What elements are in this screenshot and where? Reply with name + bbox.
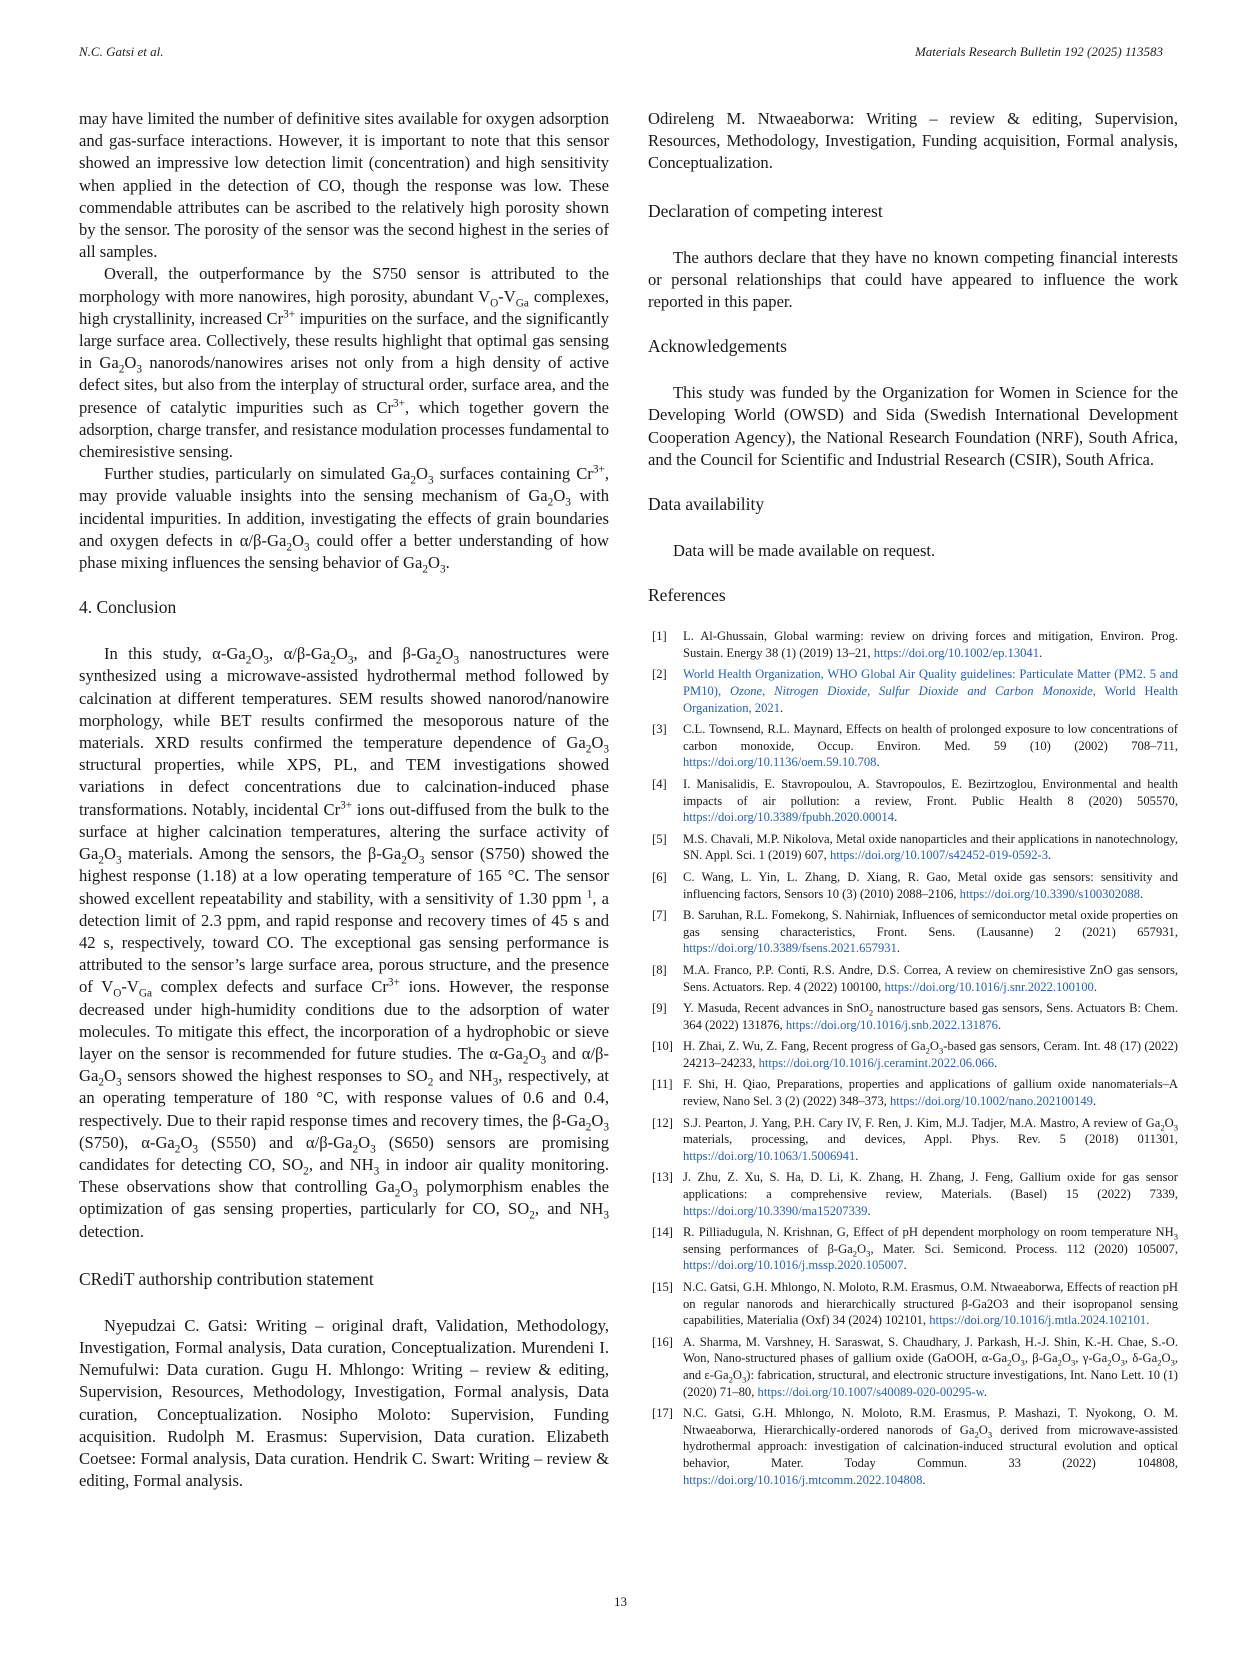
reference-text: N.C. Gatsi, G.H. Mhlongo, N. Moloto, R.M. Erasmus, P. Mashazi, T. Nyokong, O. M. Ntwaeaborwa, Hierarchically-ordered nanorods of $Ga_2O_3$ derived from microwave-assisted hydrothermal approach: investigation of calcination-induced structural evolution and optical behavior, Mater. Today Commun. 33 (2022) 104808, https://doi.org/10.1016/j.mtcomm.2022.104808. — [683, 1406, 1178, 1487]
reference-item — [648, 962, 1178, 995]
running-header-journal: Materials Research Bulletin 192 (2025) 113583 — [914, 44, 1163, 59]
reference-item — [648, 1279, 1178, 1329]
reference-text: N.C. Gatsi, G.H. Mhlongo, N. Moloto, R.M. Erasmus, O.M. Ntwaeaborwa, Effects of reaction pH on regular nanorods and hierarchically structured β-Ga2O3 and their isopropanol sensing capabilities, Materialia (Oxf) 34 (2024) 102101, https://doi.org/10.1016/j.mtla.2024.102101. — [683, 1280, 1178, 1328]
reference-link[interactable]: https://doi.org/10.3389/fpubh.2020.00014 — [683, 810, 895, 825]
reference-number: [11] — [652, 1077, 673, 1092]
reference-number: [2] — [652, 667, 667, 682]
reference-item — [648, 1076, 1178, 1109]
reference-number: [7] — [652, 908, 667, 923]
reference-link[interactable]: https://doi.org/10.1016/j.snr.2022.100100 — [884, 979, 1094, 994]
reference-number: [6] — [652, 869, 667, 884]
data-availability-paragraph: Data will be made available on request. — [673, 541, 936, 561]
reference-item — [648, 1334, 1178, 1400]
reference-item — [648, 1169, 1178, 1219]
left-column — [79, 108, 609, 1492]
reference-number: [10] — [652, 1039, 673, 1054]
reference-link[interactable]: https://doi.org/10.1016/j.mtla.2024.102101 — [929, 1313, 1147, 1328]
section-heading-conclusion: 4. Conclusion — [79, 597, 177, 618]
reference-link[interactable]: https://doi.org/10.1016/j.mtcomm.2022.104808 — [683, 1472, 923, 1487]
reference-link[interactable]: https://doi.org/10.1007/s40089-020-00295-w — [757, 1384, 984, 1399]
credit-paragraph-continued: Odireleng M. Ntwaeaborwa: Writing – review & editing, Supervision, Resources, Methodology, Investigation, Funding acquisition, Formal analysis, Conceptualization. — [648, 109, 1178, 173]
reference-number: [5] — [652, 831, 667, 846]
reference-item — [648, 628, 1178, 661]
reference-text: Y. Masuda, Recent advances in SnO$_2$ nanostructure based gas sensors, Sens. Actuators B: Chem. 364 (2022) 131876, https://doi.org/10.1016/j.snb.2022.131876. — [683, 1001, 1178, 1032]
reference-text: B. Saruhan, R.L. Fomekong, S. Nahirniak, Influences of semiconductor metal oxide properties on gas sensing characteristics, Front. Sens. (Lausanne) 2 (2021) 657931, https://doi.org/10.3389/fsens.2021.657931. — [683, 908, 1178, 956]
reference-link[interactable]: World Health Organization, WHO Global Air Quality guidelines: Particulate Matter (PM2. 5 and PM10), Ozone, Nitrogen Dioxide, Sulfur Dioxide and Carbon Monoxide, World Health Organization, 2021 — [683, 667, 1178, 715]
reference-text: J. Zhu, Z. Xu, S. Ha, D. Li, K. Zhang, H. Zhang, J. Feng, Gallium oxide for gas sensor applications: a comprehensive review, Materials. (Basel) 15 (2022) 7339, https://doi.org/10.3390/ma15207339. — [683, 1170, 1178, 1218]
reference-item — [648, 666, 1178, 716]
reference-text: M.S. Chavali, M.P. Nikolova, Metal oxide nanoparticles and their applications in nanotechnology, SN. Appl. Sci. 1 (2019) 607, https://doi.org/10.1007/s42452-019-0592-3. — [683, 831, 1178, 863]
reference-number: [4] — [652, 776, 667, 791]
paragraph: may have limited the number of definitive sites available for oxygen adsorption and gas-surface interactions. However, it is important to note that this sensor showed an impressive low detection limit (concentration) and high sensitivity when applied in the detection of CO, though the response was low. These commendable attributes can be ascribed to the relatively high porosity shown by the sensor. The porosity of the sensor was the second highest in the series of all samples. — [79, 109, 609, 262]
acknowledgements-paragraph: This study was funded by the Organization for Women in Science for the Developing World (OWSD) and Sida (Swedish International Development Cooperation Agency), the National Research Foundation (NRF), South Africa, and the Council for Scientific and Industrial Research (CSIR), South Africa. — [648, 383, 1178, 469]
reference-number: [1] — [652, 629, 667, 644]
reference-item — [648, 1038, 1178, 1071]
reference-item — [648, 1000, 1178, 1033]
reference-item — [648, 907, 1178, 957]
reference-item — [648, 1405, 1178, 1488]
paragraph: Further studies, particularly on simulated $Ga_2O_3$ surfaces containing $Cr^{3+}$, may provide valuable insights into the sensing mechanism of $Ga_2O_3$ with incidental impurities. In addition, investigating the effects of grain boundaries and oxygen defects in $\alpha/\beta-Ga_2O_3$ could offer a better understanding of how phase mixing influences the sensing behavior of $Ga_2O_3$. — [79, 463, 609, 576]
reference-link[interactable]: https://doi.org/10.3390/ma15207339 — [683, 1203, 868, 1218]
running-header-authors: N.C. Gatsi et al. — [79, 44, 164, 59]
section-heading-references: References — [648, 585, 726, 606]
paragraph: Overall, the outperformance by the S750 sensor is attributed to the morphology with more nanowires, high porosity, abundant $V_O-V_{Ga}$ complexes, high crystallinity, increased $Cr^{3+}$ impurities on the surface, and the significantly large surface area. Collectively, these results highlight that optimal gas sensing in $Ga_2O_3$ nanorods/nanowires arises not only from a high density of active defect sites, but also from the interplay of structural order, surface area, and the presence of catalytic impurities such as $Cr^{3+}$, which together govern the adsorption, charge transfer, and resistance modulation processes fundamental to chemiresistive sensing. — [79, 264, 610, 462]
reference-text: R. Pilliadugula, N. Krishnan, G, Effect of pH dependent morphology on room temperature $NH_3$ sensing performances of $\beta-Ga_2O_3$, Mater. Sci. Semicond. Process. 112 (2020) 105007, https://doi.org/10.1016/j.mssp.2020.105007. — [683, 1225, 1178, 1273]
reference-text: F. Shi, H. Qiao, Preparations, properties and applications of gallium oxide nanomaterials–A review, Nano Sel. 3 (2) (2022) 348–373, https://doi.org/10.1002/nano.202100149. — [683, 1077, 1178, 1109]
reference-number: [13] — [652, 1170, 673, 1185]
reference-link[interactable]: https://doi.org/10.1007/s42452-019-0592-3 — [829, 848, 1048, 863]
reference-item — [648, 721, 1178, 771]
competing-interest-paragraph: The authors declare that they have no known competing financial interests or personal relationships that could have appeared to influence the work reported in this paper. — [648, 247, 1178, 312]
credit-paragraph: Nyepudzai C. Gatsi: Writing – original draft, Validation, Methodology, Investigation, Formal analysis, Data curation, Conceptualization. Murendeni I. Nemufulwi: Data curation. Gugu H. Mhlongo: Writing – review & editing, Supervision, Resources, Methodology, Investigation, Formal analysis, Data curation, Conceptualization. Nosipho Moloto: Supervision, Funding acquisition. Rudolph M. Erasmus: Supervision, Data curation. Elizabeth Coetsee: Formal analysis, Data curation. Hendrik C. Swart: Writing – review & editing, Formal analysis. — [79, 1315, 609, 1491]
reference-link[interactable]: https://doi.org/10.3390/s100302088 — [959, 886, 1140, 901]
reference-text: I. Manisalidis, E. Stavropoulou, A. Stavropoulos, E. Bezirtzoglou, Environmental and health impacts of air pollution: a review, Front. Public Health 8 (2020) 505570, https://doi.org/10.3389/fpubh.2020.00014. — [683, 776, 1178, 825]
reference-item — [648, 776, 1178, 826]
section-heading-acknowledgements: Acknowledgements — [648, 336, 787, 357]
right-column — [648, 108, 1178, 1493]
reference-text: H. Zhai, Z. Wu, Z. Fang, Recent progress of $Ga_2O_3$-based gas sensors, Ceram. Int. 48 (17) (2022) 24213–24233, https://doi.org/10.1016/j.ceramint.2022.06.066. — [683, 1039, 1178, 1070]
reference-number: [9] — [652, 1001, 667, 1016]
reference-number: [15] — [652, 1280, 673, 1295]
reference-item — [648, 869, 1178, 902]
section-heading-data-availability: Data availability — [648, 494, 765, 515]
section-heading-competing-interest: Declaration of competing interest — [648, 200, 883, 221]
reference-text: C.L. Townsend, R.L. Maynard, Effects on health of prolonged exposure to low concentrations of carbon monoxide, Occup. Environ. Med. 59 (10) (2002) 708–711, https://doi.org/10.1136/oem.59.10.708. — [683, 722, 1178, 770]
reference-number: [3] — [652, 722, 667, 737]
reference-link[interactable]: https://doi.org/10.1063/1.5006941 — [683, 1148, 856, 1163]
page-number: 13 — [614, 1594, 627, 1609]
section-heading-credit: CRediT authorship contribution statement — [79, 1268, 374, 1289]
reference-number: [8] — [652, 962, 667, 977]
reference-text: World Health Organization, WHO Global Air Quality guidelines: Particulate Matter (PM2. 5 and PM10), Ozone, Nitrogen Dioxide, Sulfur Dioxide and Carbon Monoxide, World Health Organization, 2021. — [683, 667, 1178, 715]
reference-link[interactable]: https://doi.org/10.1016/j.ceramint.2022.06.066 — [758, 1055, 995, 1070]
reference-number: [16] — [652, 1334, 673, 1349]
reference-text: L. Al-Ghussain, Global warming: review on driving forces and mitigation, Environ. Prog. Sustain. Energy 38 (1) (2019) 13–21, https://doi.org/10.1002/ep.13041. — [683, 629, 1178, 660]
reference-text: A. Sharma, M. Varshney, H. Saraswat, S. Chaudhary, J. Parkash, H.-J. Shin, K.-H. Chae, S.-O. Won, Nano-structured phases of gallium oxide (GaOOH, $\alpha-Ga_2O_3$, $\beta-Ga_2O_3$, $\gamma-Ga_2O_3$, $\delta-Ga_2O_3$, and $\varepsilon-Ga_2O_3$): fabrication, structural, and electronic structure investigations, Int. Nano Lett. 10 (1) (2020) 71–80, https://doi.org/10.1007/s40089-020-00295-w. — [683, 1334, 1179, 1399]
reference-link[interactable]: https://doi.org/10.3389/fsens.2021.657931 — [683, 941, 897, 956]
reference-item — [648, 1224, 1178, 1274]
reference-link[interactable]: https://doi.org/10.1136/oem.59.10.708 — [683, 755, 877, 770]
reference-link[interactable]: https://doi.org/10.1002/ep.13041 — [873, 645, 1040, 660]
reference-number: [17] — [652, 1406, 673, 1421]
reference-link[interactable]: https://doi.org/10.1016/j.snb.2022.131876 — [785, 1017, 998, 1032]
reference-text: C. Wang, L. Yin, L. Zhang, D. Xiang, R. Gao, Metal oxide gas sensors: sensitivity and influencing factors, Sensors 10 (3) (2010) 2088–2106, https://doi.org/10.3390/s100302088. — [683, 869, 1178, 901]
reference-list — [648, 628, 1178, 1488]
reference-item — [648, 831, 1178, 864]
reference-link[interactable]: https://doi.org/10.1002/nano.202100149 — [889, 1094, 1093, 1109]
reference-link[interactable]: https://doi.org/10.1016/j.mssp.2020.105007 — [683, 1258, 904, 1273]
reference-number: [12] — [652, 1115, 673, 1130]
reference-item — [648, 1115, 1178, 1165]
conclusion-paragraph: In this study, $\alpha-Ga_2O_3$, $\alpha/\beta-Ga_2O_3$, and $\beta-Ga_2O_3$ nanostructures were synthesized using a microwave-assisted hydrothermal method followed by calcination at different temperatures. SEM results showed nanorod/nanowire morphology, while BET results confirmed the mesoporous nature of the materials. XRD results confirmed the temperature dependence of $Ga_2O_3$ structural properties, while XPS, PL, and TEM investigations showed variations in defect concentrations due to calcination-induced phase transformations. Notably, incidental $Cr^{3+}$ ions out-diffused from the bulk to the surface at higher calcination temperatures, altering the surface activity of $Ga_2O_3$ materials. Among the sensors, the $\beta-Ga_2O_3$ sensor (S750) showed the highest response (1.18) at a low operating temperature of 165 °C. The sensor showed excellent repeatability and stability, with a sensitivity of 1.30 ppm $^1$, a detection limit of 2.3 ppm, and rapid response and recovery times of 45 s and 42 s, respectively, toward CO. The exceptional gas sensing performance is attributed to the sensor’s large surface area, porous structure, and the presence of $V_O-V_{Ga}$ complex defects and surface $Cr^{3+}$ ions. However, the response decreased under high-humidity conditions due to the adsorption of water molecules. To mitigate this effect, the incorporation of a hydrophobic or sieve layer on the sensor is recommended for future studies. The $\alpha-Ga_2O_3$ and $\alpha/\beta-Ga_2O_3$ sensors showed the highest responses to $SO_2$ and $NH_3$, respectively, at an operating temperature of 180 °C, with response values of 0.6 and 0.4, respectively. Due to their rapid response times and recovery times, the $\beta-Ga_2O_3$ (S750), $\alpha-Ga_2O_3$ (S550) and $\alpha/\beta-Ga_2O_3$ (S650) sensors are promising candidates for detecting CO, $SO_2$, and $NH_3$ in indoor air quality monitoring. These observations show that controlling $Ga_2O_3$ polymorphism enables the optimization of gas sensing properties, particularly for CO, $SO_2$, and $NH_3$ detection. — [79, 644, 610, 1241]
reference-text: M.A. Franco, P.P. Conti, R.S. Andre, D.S. Correa, A review on chemiresistive ZnO gas sensors, Sens. Actuators. Rep. 4 (2022) 100100, https://doi.org/10.1016/j.snr.2022.100100. — [683, 962, 1178, 994]
reference-text: S.J. Pearton, J. Yang, P.H. Cary IV, F. Ren, J. Kim, M.J. Tadjer, M.A. Mastro, A review of $Ga_2O_3$ materials, processing, and devices, Appl. Phys. Rev. 5 (2018) 011301, https://doi.org/10.1063/1.5006941. — [683, 1115, 1178, 1163]
reference-number: [14] — [652, 1225, 673, 1240]
